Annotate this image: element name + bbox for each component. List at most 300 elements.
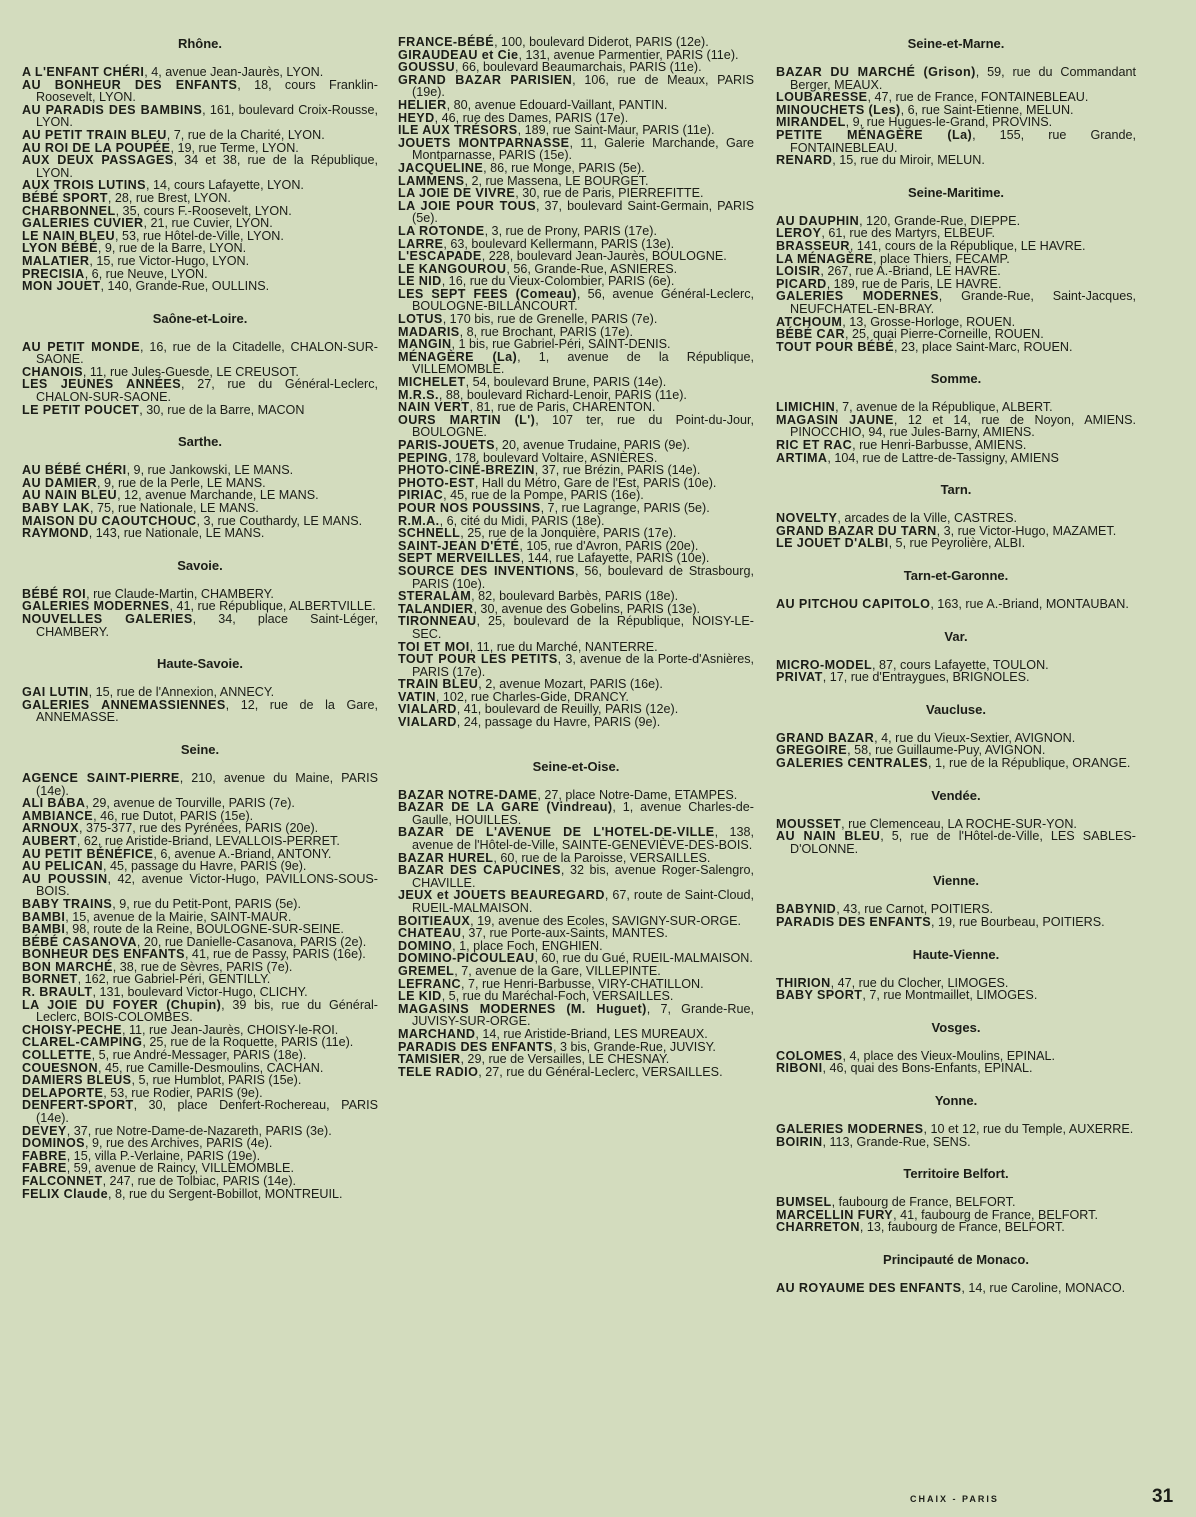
shop-name: AU DAMIER — [22, 475, 97, 490]
shop-address: , 56, Grande-Rue, ASNIERES. — [506, 261, 678, 276]
region-title: Seine-Maritime. — [907, 184, 1005, 200]
shop-address: , rue Clemenceau, LA ROCHE-SUR-YON. — [841, 816, 1077, 831]
shop-address: , 267, rue A.-Briand, LE HAVRE. — [820, 264, 1001, 279]
shop-entry — [22, 1099, 378, 1124]
shop-address: , 4, place des Vieux-Moulins, EPINAL. — [842, 1048, 1056, 1063]
shop-address: , 34 et 38, rue de la République, LYON. — [36, 153, 378, 180]
shop-address: , arcades de la Ville, CASTRES. — [837, 511, 1018, 526]
shop-address: , 2, rue Massena, LE BOURGET. — [464, 173, 649, 188]
shop-name: LAMMENS — [398, 173, 465, 188]
shop-name: COLLETTE — [22, 1048, 92, 1063]
shop-address: , 23, place Saint-Marc, ROUEN. — [894, 339, 1073, 354]
region-section — [398, 36, 754, 729]
shop-address: , 4, rue du Vieux-Sextier, AVIGNON. — [874, 730, 1076, 745]
shop-address: , 7, rue Henri-Barbusse, VIRY-CHATILLON. — [460, 976, 704, 991]
shop-entry — [776, 989, 1136, 1002]
shop-name: PHOTO-CINÉ-BREZIN — [398, 463, 535, 478]
shop-name: PRECISIA — [22, 266, 85, 281]
shop-name: GALERIES MODERNES — [776, 289, 939, 304]
shop-address: , 32 bis, avenue Roger-Salengro, CHAVILLE. — [412, 863, 754, 890]
shop-address: , 86, rue Monge, PARIS (5e). — [483, 160, 645, 175]
shop-name: LA JOIE DE VIVRE — [398, 186, 516, 201]
shop-name: TRAIN BLEU — [398, 677, 479, 692]
shop-name: LARRE — [398, 236, 444, 251]
shop-entry — [22, 1188, 378, 1201]
shop-entry — [776, 830, 1136, 855]
shop-name: BORNET — [22, 972, 78, 987]
shop-name: MOUSSET — [776, 816, 842, 831]
shop-name: MICRO-MODEL — [776, 657, 873, 672]
shop-address: , 9, rue du Petit-Pont, PARIS (5e). — [112, 896, 301, 911]
shop-name: BÉBÉ ROI — [22, 586, 87, 601]
shop-name: CLAREL-CAMPING — [22, 1035, 143, 1050]
shop-address: , 20, avenue Trudaine, PARIS (9e). — [494, 438, 691, 452]
shop-name: FRANCE-BÉBÉ — [398, 35, 495, 49]
shop-name: MON JOUET — [22, 279, 101, 294]
shop-entry — [776, 537, 1136, 550]
shop-address: , 113, Grande-Rue, SENS. — [822, 1134, 971, 1149]
shop-name: AU POUSSIN — [22, 871, 108, 886]
shop-address: , 19, rue Bourbeau, POITIERS. — [931, 914, 1105, 929]
shop-name: GREGOIRE — [776, 743, 848, 758]
shop-address: , 11, Galerie Marchande, Gare Montparnasse, PARIS (15e). — [412, 135, 754, 163]
shop-name: PEPING — [398, 450, 448, 465]
region-section — [22, 742, 378, 1200]
region-title: Haute-Vienne. — [912, 946, 1000, 962]
shop-address: , 12, rue de la Gare, ANNEMASSE. — [36, 697, 378, 725]
shop-address: , 170 bis, rue de Grenelle, PARIS (7e). — [442, 312, 658, 327]
shop-name: NOUVELLES GALERIES — [22, 612, 193, 626]
region-title: Vaucluse. — [926, 701, 986, 717]
region-title: Seine-et-Marne. — [907, 36, 1005, 51]
shop-entry — [398, 137, 754, 162]
shop-name: ILE AUX TRÉSORS — [398, 123, 518, 138]
region-section — [776, 1166, 1136, 1234]
shop-entry — [22, 527, 378, 540]
region-title: Vendée. — [931, 787, 981, 803]
region-title: Tarn. — [940, 482, 972, 498]
shop-address: , 375-377, rue des Pyrénées, PARIS (20e). — [78, 821, 319, 836]
region-title: Principauté de Monaco. — [883, 1251, 1029, 1267]
column-middle — [398, 36, 754, 1096]
shop-name: SAINT-JEAN D'ÉTÉ — [398, 538, 520, 553]
shop-address: , 45, rue de la Pompe, PARIS (16e). — [443, 488, 644, 503]
shop-address: , 41, boulevard de Reuilly, PARIS (12e). — [456, 702, 679, 717]
shop-entry — [776, 290, 1136, 315]
shop-name: DOMINO-PICOULEAU — [398, 951, 535, 966]
shop-address: , 6, avenue A.-Briand, ANTONY. — [153, 846, 332, 861]
shop-address: , 21, rue Cuvier, LYON. — [143, 216, 273, 231]
shop-address: , 20, rue Danielle-Casanova, PARIS (2e). — [136, 934, 367, 949]
shop-address: , 14, rue Caroline, MONACO. — [961, 1280, 1126, 1295]
shop-address: , 3, rue Victor-Hugo, MAZAMET. — [936, 523, 1117, 538]
region-title: Saône-et-Loire. — [152, 310, 248, 326]
shop-address: , 41, rue de Passy, PARIS (16e). — [184, 947, 366, 962]
region-section — [398, 759, 754, 1079]
region-section — [776, 1252, 1136, 1295]
shop-address: , 35, cours F.-Roosevelt, LYON. — [115, 203, 292, 218]
shop-entry — [22, 378, 378, 403]
shop-entry — [398, 615, 754, 640]
shop-name: A L'ENFANT CHÉRI — [22, 65, 145, 79]
shop-name: FALCONNET — [22, 1173, 103, 1188]
shop-entry — [22, 280, 378, 293]
shop-name: BAZAR DU MARCHÉ (Grison) — [776, 65, 976, 79]
shop-address: , 29, rue de Versailles, LE CHESNAY. — [460, 1052, 670, 1067]
shop-name: SOURCE DES INVENTIONS — [398, 563, 575, 578]
shop-address: , 9, rue Jankowski, LE MANS. — [126, 463, 294, 478]
shop-address: , 17, rue d'Entraygues, BRIGNOLES. — [822, 670, 1030, 685]
region-title: Somme. — [930, 371, 982, 387]
shop-name: AU PARADIS DES BAMBINS — [22, 102, 203, 117]
shop-name: TOUT POUR BÉBÉ — [776, 339, 895, 354]
shop-address: , 46, rue des Dames, PARIS (17e). — [434, 110, 629, 125]
shop-address: , 5, rue Humblot, PARIS (15e). — [131, 1073, 302, 1088]
shop-name: LIMICHIN — [776, 400, 836, 415]
shop-name: TOI ET MOI — [398, 639, 470, 654]
shop-address: , 7, rue de la Charité, LYON. — [166, 127, 325, 142]
shop-name: OURS MARTIN (L') — [398, 412, 536, 427]
shop-address: , 53, rue Rodier, PARIS (9e). — [103, 1085, 263, 1100]
shop-address: , 9, rue Hugues-le-Grand, PROVINS. — [845, 115, 1053, 130]
shop-address: , 62, rue Aristide-Briand, LEVALLOIS-PERRET. — [76, 833, 340, 848]
region-section — [22, 558, 378, 638]
shop-name: ARNOUX — [22, 821, 79, 836]
shop-address: , 144, rue Lafayette, PARIS (10e). — [520, 551, 710, 566]
shop-address: , 82, boulevard Barbès, PARIS (18e). — [471, 589, 679, 604]
shop-address: , 1, avenue de la République, VILLEMOMBLE. — [412, 349, 754, 377]
shop-address: , 37, rue Notre-Dame-de-Nazareth, PARIS (3e). — [66, 1123, 332, 1138]
shop-name: AMBIANCE — [22, 808, 94, 823]
shop-name: LOTUS — [398, 312, 443, 327]
shop-name: LA ROTONDE — [398, 223, 485, 238]
shop-address: , 19, rue Terme, LYON. — [170, 140, 299, 155]
shop-name: CHANOIS — [22, 364, 83, 379]
shop-address: , 5, rue du Maréchal-Foch, VERSAILLES. — [441, 989, 674, 1004]
shop-address: , 5, rue Peyrolière, ALBI. — [888, 536, 1026, 551]
shop-address: , 37, boulevard Saint-Germain, PARIS (5e). — [412, 198, 754, 226]
shop-name: MANGIN — [398, 337, 452, 352]
shop-name: NAIN VERT — [398, 400, 470, 415]
shop-entry — [776, 341, 1136, 354]
shop-name: ALI BABA — [22, 796, 86, 811]
shop-address: , 2, avenue Mozart, PARIS (16e). — [478, 677, 663, 692]
shop-address: , 155, rue Grande, FONTAINEBLEAU. — [790, 127, 1136, 155]
shop-address: , 1 bis, rue Gabriel-Péri, SAINT-DENIS. — [451, 337, 671, 352]
shop-address: , 5, rue André-Messager, PARIS (18e). — [91, 1048, 307, 1063]
printer-imprint: CHAIX - PARIS — [910, 1494, 999, 1504]
shop-address: , 88, boulevard Richard-Lenoir, PARIS (11e). — [438, 387, 687, 402]
shop-entry — [776, 916, 1136, 929]
shop-name: JEUX et JOUETS BEAUREGARD — [398, 888, 605, 903]
shop-entry — [398, 414, 754, 439]
shop-address: , 9, rue de la Perle, LE MANS. — [96, 475, 266, 490]
shop-entry — [776, 1221, 1136, 1234]
shop-address: , 15, rue de l'Annexion, ANNECY. — [88, 685, 275, 700]
region-section — [776, 1020, 1136, 1075]
region-title: Vosges. — [931, 1019, 981, 1035]
shop-address: , 13, faubourg de France, BELFORT. — [859, 1220, 1065, 1235]
shop-address: , 59, rue du Commandant Berger, MEAUX. — [790, 65, 1137, 92]
region-section — [776, 1093, 1136, 1148]
shop-address: , 28, rue Brest, LYON. — [107, 190, 231, 205]
shop-name: RIBONI — [776, 1061, 823, 1076]
shop-name: BAMBI — [22, 909, 66, 924]
shop-address: , 131, avenue Parmentier, PARIS (11e). — [518, 47, 739, 62]
shop-address: , 143, rue Nationale, LE MANS. — [88, 526, 265, 541]
shop-entry — [776, 671, 1136, 684]
shop-name: JACQUELINE — [398, 160, 484, 175]
shop-name: RENARD — [776, 153, 833, 168]
shop-name: BÉBÉ SPORT — [22, 190, 108, 205]
shop-address: , rue Henri-Barbusse, AMIENS. — [852, 438, 1027, 453]
page-number: 31 — [1152, 1486, 1174, 1507]
shop-name: PARIS-JOUETS — [398, 438, 495, 452]
shop-address: , 37, rue Porte-aux-Saints, MANTES. — [461, 926, 668, 941]
shop-address: , 105, rue d'Avron, PARIS (20e). — [519, 538, 699, 553]
region-section — [22, 434, 378, 540]
shop-name: PICARD — [776, 276, 827, 291]
region-section — [22, 311, 378, 417]
shop-address: , 1, place Foch, ENGHIEN. — [452, 938, 603, 953]
shop-entry — [22, 154, 378, 179]
shop-name: BOITIEAUX — [398, 913, 471, 928]
shop-name: LYON BÉBÉ — [22, 241, 98, 256]
shop-name: BABY SPORT — [776, 988, 863, 1003]
shop-address: , 228, boulevard Jean-Jaurès, BOULOGNE. — [481, 249, 727, 264]
shop-address: , 178, boulevard Voltaire, ASNIÈRES. — [448, 450, 658, 465]
region-title: Haute-Savoie. — [157, 656, 243, 672]
shop-name: LOISIR — [776, 264, 821, 279]
shop-name: AU PELICAN — [22, 859, 103, 874]
shop-address: , 247, rue de Tolbiac, PARIS (14e). — [102, 1173, 297, 1188]
shop-address: , 29, avenue de Tourville, PARIS (7e). — [85, 796, 295, 811]
shop-address: , 9, rue des Archives, PARIS (4e). — [84, 1136, 273, 1151]
shop-address: , 25, boulevard de la République, NOISY-LE-SEC. — [412, 614, 754, 641]
shop-name: CHOISY-PECHE — [22, 1022, 122, 1037]
shop-address: , 60, rue de la Paroisse, VERSAILLES. — [493, 850, 711, 865]
shop-entry — [398, 826, 754, 851]
shop-name: LA MÉNAGÈRE — [776, 251, 873, 266]
shop-name: COUESNON — [22, 1060, 98, 1075]
shop-address: , 43, rue Carnot, POITIERS. — [836, 902, 993, 917]
shop-name: AU PITCHOU CAPITOLO — [776, 597, 931, 612]
shop-address: , 163, rue A.-Briand, MONTAUBAN. — [930, 597, 1129, 612]
shop-name: PARADIS DES ENFANTS — [776, 914, 932, 929]
shop-address: , 107 ter, rue du Point-du-Jour, BOULOGNE. — [412, 412, 755, 440]
shop-address: , 56, boulevard de Strasbourg, PARIS (10e). — [412, 563, 754, 591]
shop-name: BON MARCHÉ — [22, 959, 113, 974]
shop-name: BÉBÉ CAR — [776, 327, 845, 342]
shop-address: , 58, rue Guillaume-Puy, AVIGNON. — [847, 743, 1046, 758]
shop-name: RAYMOND — [22, 526, 89, 541]
shop-name: MALATIER — [22, 253, 90, 268]
shop-name: HEYD — [398, 110, 435, 125]
shop-entry — [776, 1282, 1136, 1295]
region-title: Var. — [944, 628, 968, 644]
shop-address: , 4, avenue Jean-Jaurès, LYON. — [144, 65, 324, 79]
shop-name: TAMISIER — [398, 1052, 461, 1067]
shop-name: BONHEUR DES ENFANTS — [22, 947, 185, 962]
shop-name: AU PETIT BÉNÉFICE — [22, 846, 154, 861]
shop-address: , 7, Grande-Rue, JUVISY-SUR-ORGE. — [412, 1001, 754, 1029]
shop-name: AU DAUPHIN — [776, 213, 860, 228]
shop-name: LE NID — [398, 274, 442, 289]
shop-entry — [776, 154, 1136, 167]
region-title: Sarthe. — [177, 434, 223, 450]
shop-name: LES JEUNES ANNÉES — [22, 377, 182, 392]
region-title: Rhône. — [177, 36, 223, 51]
shop-address: , 3, avenue de la Porte-d'Asnières, PARIS (17e). — [412, 652, 754, 679]
region-section — [776, 568, 1136, 611]
shop-name: LA JOIE POUR TOUS — [398, 198, 537, 213]
shop-name: HELIER — [398, 97, 447, 112]
shop-address: , Hall du Métro, Gare de l'Est, PARIS (10e). — [474, 475, 717, 490]
shop-address: , 10 et 12, rue du Temple, AUXERRE. — [923, 1121, 1134, 1136]
shop-name: DENFERT-SPORT — [22, 1098, 134, 1113]
shop-address: , 56, avenue Général-Leclerc, BOULOGNE-BILLANCOURT. — [412, 286, 754, 314]
shop-address: , 54, boulevard Brune, PARIS (14e). — [465, 375, 667, 390]
shop-name: VATIN — [398, 689, 436, 704]
shop-address: , 63, boulevard Kellermann, PARIS (13e). — [443, 236, 675, 251]
shop-name: MIRANDEL — [776, 115, 846, 130]
shop-entry — [398, 864, 754, 889]
shop-name: TALANDIER — [398, 601, 474, 616]
shop-address: , 45, rue Camille-Desmoulins, CACHAN. — [97, 1060, 324, 1075]
shop-name: MAGASIN JAUNE — [776, 412, 894, 427]
shop-address: , Grande-Rue, Saint-Jacques, NEUFCHATEL-EN-BRAY. — [790, 289, 1136, 316]
shop-address: , 12 et 14, rue de Noyon, AMIENS. PINOCCHIO, 94, rue Jules-Barny, AMIENS. — [790, 412, 1137, 440]
shop-address: , 27, rue du Général-Leclerc, VERSAILLES. — [478, 1064, 723, 1079]
shop-name: GOUSSU — [398, 60, 455, 75]
shop-name: BAMBI — [22, 922, 66, 937]
shop-address: , rue Claude-Martin, CHAMBERY. — [86, 586, 274, 601]
shop-address: , place Thiers, FECAMP. — [873, 251, 1010, 266]
shop-entry — [398, 1003, 754, 1028]
region-title: Seine-et-Oise. — [532, 758, 620, 774]
shop-address: , 162, rue Gabriel-Péri, GENTILLY. — [77, 972, 271, 987]
shop-address: , 6, cité du Midi, PARIS (18e). — [439, 513, 605, 528]
shop-name: JOUETS MONTPARNASSE — [398, 135, 570, 150]
shop-name: BAZAR DE L'AVENUE DE L'HOTEL-DE-VILLE — [398, 825, 715, 840]
shop-entry — [398, 889, 754, 914]
region-section — [22, 36, 378, 293]
shop-address: , 8, rue Brochant, PARIS (17e). — [459, 324, 633, 339]
shop-address: , 39 bis, rue du Général-Leclerc, BOIS-COLOMBES. — [36, 997, 379, 1025]
shop-name: PRIVAT — [776, 670, 823, 685]
shop-address: , 75, rue Nationale, LE MANS. — [90, 501, 259, 516]
shop-address: , faubourg de France, BELFORT. — [831, 1195, 1016, 1210]
region-title: Savoie. — [177, 557, 223, 573]
region-section — [776, 36, 1136, 167]
shop-name: AU NAIN BLEU — [776, 829, 881, 844]
shop-name: BAZAR NOTRE-DAME — [398, 787, 538, 802]
shop-address: , 45, passage du Havre, PARIS (9e). — [102, 859, 307, 874]
shop-name: CHARRETON — [776, 1220, 860, 1235]
shop-entry — [776, 66, 1136, 91]
region-section — [776, 702, 1136, 770]
shop-name: COLOMES — [776, 1048, 843, 1063]
shop-name: LE KID — [398, 989, 442, 1004]
shop-name: DEVEY — [22, 1123, 67, 1138]
shop-address: , 81, rue de Paris, CHARENTON. — [469, 400, 656, 415]
shop-address: , 34, place Saint-Léger, CHAMBERY. — [36, 612, 378, 639]
shop-address: , 1, rue de la République, ORANGE. — [928, 756, 1131, 770]
shop-address: , 87, cours Lafayette, TOULON. — [872, 657, 1049, 672]
shop-name: LOUBARESSE — [776, 90, 868, 105]
shop-name: LES SEPT FEES (Comeau) — [398, 286, 577, 301]
shop-name: LEFRANC — [398, 976, 461, 991]
shop-address: , 7, avenue de la Gare, VILLEPINTE. — [454, 963, 661, 978]
shop-name: ARTIMA — [776, 450, 828, 465]
shop-entry — [22, 999, 378, 1024]
shop-address: , 210, avenue du Maine, PARIS (14e). — [36, 770, 378, 798]
shop-name: GALERIES ANNEMASSIENNES — [22, 697, 226, 712]
shop-entry — [22, 341, 378, 366]
shop-address: , 8, rue du Sergent-Bobillot, MONTREUIL. — [107, 1186, 343, 1201]
shop-entry — [398, 351, 754, 376]
region-section — [776, 482, 1136, 550]
shop-name: BAZAR HUREL — [398, 850, 494, 865]
column-right — [776, 36, 1136, 1313]
shop-name: DOMINO — [398, 938, 453, 953]
shop-address: , 189, rue de Paris, LE HAVRE. — [826, 276, 1002, 291]
shop-address: , 16, rue du Vieux-Colombier, PARIS (6e). — [441, 274, 675, 289]
region-title: Territoire Belfort. — [903, 1166, 1009, 1182]
shop-entry — [22, 613, 378, 638]
shop-name: LE JOUET D'ALBI — [776, 536, 889, 551]
shop-address: , 61, rue des Martyrs, ELBEUF. — [821, 226, 995, 241]
shop-entry — [776, 452, 1136, 465]
shop-name: GALERIES CUVIER — [22, 216, 144, 231]
shop-name: LEROY — [776, 226, 822, 241]
region-section — [776, 788, 1136, 856]
shop-name: RIC ET RAC — [776, 438, 853, 453]
shop-entry — [398, 1066, 754, 1079]
shop-address: , 141, cours de la République, LE HAVRE. — [849, 238, 1086, 253]
shop-name: BUMSEL — [776, 1195, 832, 1210]
shop-name: MÉNAGÈRE (La) — [398, 349, 518, 364]
shop-name: DOMINOS — [22, 1136, 85, 1151]
shop-entry — [22, 79, 378, 104]
shop-address: , 3 bis, Grande-Rue, JUVISY. — [553, 1039, 716, 1054]
shop-name: BABY TRAINS — [22, 896, 113, 911]
shop-address: , 13, Grosse-Horloge, ROUEN. — [842, 314, 1016, 329]
shop-name: GALERIES MODERNES — [22, 599, 170, 614]
shop-name: AU BÉBÉ CHÉRI — [22, 463, 127, 478]
shop-entry — [398, 200, 754, 225]
column-left — [22, 36, 378, 1218]
shop-name: SEPT MERVEILLES — [398, 551, 521, 566]
region-title: Vienne. — [932, 873, 979, 889]
shop-name: MINOUCHETS (Les) — [776, 102, 901, 117]
shop-address: , 102, rue Charles-Gide, DRANCY. — [435, 689, 629, 704]
shop-address: , 41, faubourg de France, BELFORT. — [893, 1207, 1098, 1222]
shop-address: , 16, rue de la Citadelle, CHALON-SUR-SAONE. — [36, 339, 378, 367]
shop-entry — [22, 699, 378, 724]
shop-entry — [22, 404, 378, 417]
shop-address: , 46, rue Dutot, PARIS (15e). — [93, 808, 254, 823]
shop-name: BAZAR DES CAPUCINES — [398, 863, 561, 878]
shop-entry — [22, 873, 378, 898]
shop-name: CHARBONNEL — [22, 203, 116, 218]
shop-address: , 19, avenue des Ecoles, SAVIGNY-SUR-ORGE. — [470, 913, 742, 928]
shop-name: SCHNELL — [398, 526, 461, 541]
shop-name: MARCHAND — [398, 1026, 476, 1041]
shop-name: LE NAIN BLEU — [22, 228, 115, 243]
shop-name: MICHELET — [398, 375, 466, 390]
shop-name: PIRIAC — [398, 488, 444, 503]
